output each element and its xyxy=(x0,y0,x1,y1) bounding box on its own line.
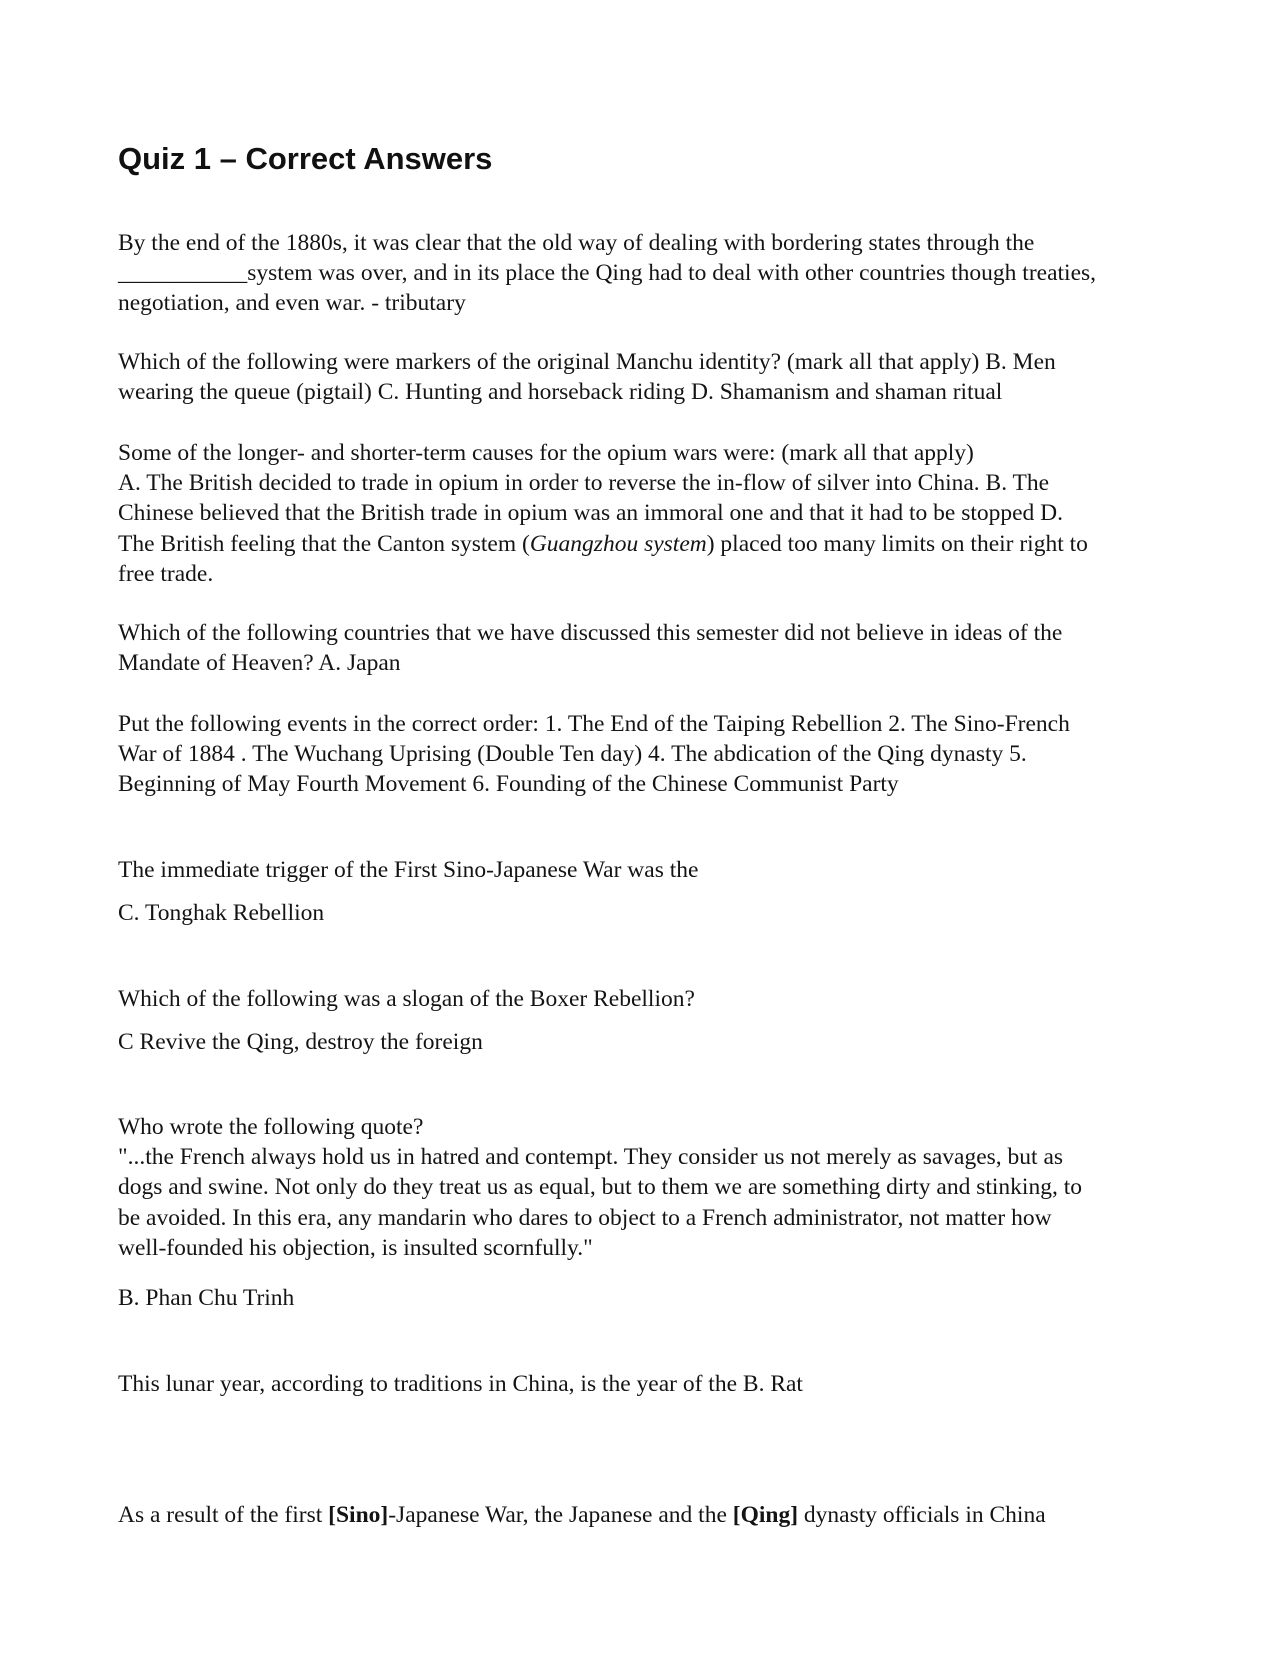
quote-line: be avoided. In this era, any mandarin who dares to object to a French administrator, not matter how xyxy=(118,1204,1052,1231)
bold-answer: [Sino] xyxy=(328,1502,389,1528)
emphasis-text: Guangzhou system xyxy=(529,530,707,557)
answer-sino-japanese-trigger xyxy=(118,898,1178,928)
quote-line: dogs and swine. Not only do they treat us as equal, but to them we are something dirty and stinking, to xyxy=(118,1174,1082,1201)
text-line: Chinese believed that the British trade in opium was an immoral one and that it had to be stopped D. xyxy=(118,500,1064,527)
text-line: Which of the following countries that we have discussed this semester did not believe in ideas of the xyxy=(118,620,1063,646)
text-line xyxy=(118,529,1178,559)
text-line: ___________system was over, and in its place the Qing had to deal with other countries though treaties, xyxy=(118,260,1097,287)
text-fragment: dynasty officials in China xyxy=(798,1502,1046,1528)
question-text: This lunar year, according to traditions in China, is the year of the B. Rat xyxy=(118,1371,803,1397)
text-line: Which of the following were markers of the original Manchu identity? (mark all that apply) B. Men xyxy=(118,349,1056,375)
text-line: negotiation, and even war. - tributary xyxy=(118,290,466,317)
question-boxer-slogan xyxy=(118,984,1178,1014)
question-quote-author xyxy=(118,1112,1178,1263)
quote-line: well-founded his objection, is insulted scornfully." xyxy=(118,1234,593,1261)
answer-text: B. Phan Chu Trinh xyxy=(118,1285,295,1311)
text-fragment: ) placed too many limits on their right to xyxy=(706,530,1088,557)
question-first-sino-japanese-war xyxy=(118,1500,1178,1530)
text-line: Some of the longer- and shorter-term causes for the opium wars were: (mark all that apply) xyxy=(118,440,974,466)
answer-boxer-slogan xyxy=(118,1027,1178,1057)
text-line: Put the following events in the correct order: 1. The End of the Taiping Rebellion 2. The Sino-French xyxy=(118,711,1070,737)
text-line: free trade. xyxy=(118,560,214,587)
text-line: War of 1884 . The Wuchang Uprising (Double Ten day) 4. The abdication of the Qing dynasty 5. xyxy=(118,741,1027,768)
page-title: Quiz 1 – Correct Answers xyxy=(118,141,493,176)
question-text: The immediate trigger of the First Sino-Japanese War was the xyxy=(118,857,699,883)
text-line: wearing the queue (pigtail) C. Hunting and horseback riding D. Shamanism and shaman ritual xyxy=(118,379,1003,406)
text-line: By the end of the 1880s, it was clear that the old way of dealing with bordering states through the xyxy=(118,230,1035,256)
text-fragment: The British feeling that the Canton system ( xyxy=(118,530,530,557)
question-event-order xyxy=(118,709,1178,800)
text-line: Beginning of May Fourth Movement 6. Founding of the Chinese Communist Party xyxy=(118,771,899,798)
question-text: Who wrote the following quote? xyxy=(118,1114,424,1140)
bold-answer: [Qing] xyxy=(732,1502,799,1528)
answer-quote-author xyxy=(118,1283,1178,1313)
question-sino-japanese-trigger xyxy=(118,855,1178,885)
question-manchu-identity xyxy=(118,347,1178,407)
answer-text: C Revive the Qing, destroy the foreign xyxy=(118,1029,483,1055)
text-fragment: As a result of the first xyxy=(118,1502,329,1528)
text-fragment: -Japanese War, the Japanese and the xyxy=(388,1502,733,1528)
text-line xyxy=(118,1500,1178,1530)
question-lunar-year xyxy=(118,1369,1178,1399)
quote-line: "...the French always hold us in hatred and contempt. They consider us not merely as savages, but as xyxy=(118,1144,1064,1171)
text-line: Mandate of Heaven? A. Japan xyxy=(118,650,401,677)
question-tributary xyxy=(118,228,1178,319)
question-text: Which of the following was a slogan of the Boxer Rebellion? xyxy=(118,986,695,1012)
answer-text: C. Tonghak Rebellion xyxy=(118,900,325,926)
question-opium-wars xyxy=(118,438,1178,589)
question-mandate-of-heaven xyxy=(118,618,1178,678)
text-line: A. The British decided to trade in opium in order to reverse the in-flow of silver into China. B. The xyxy=(118,470,1050,497)
